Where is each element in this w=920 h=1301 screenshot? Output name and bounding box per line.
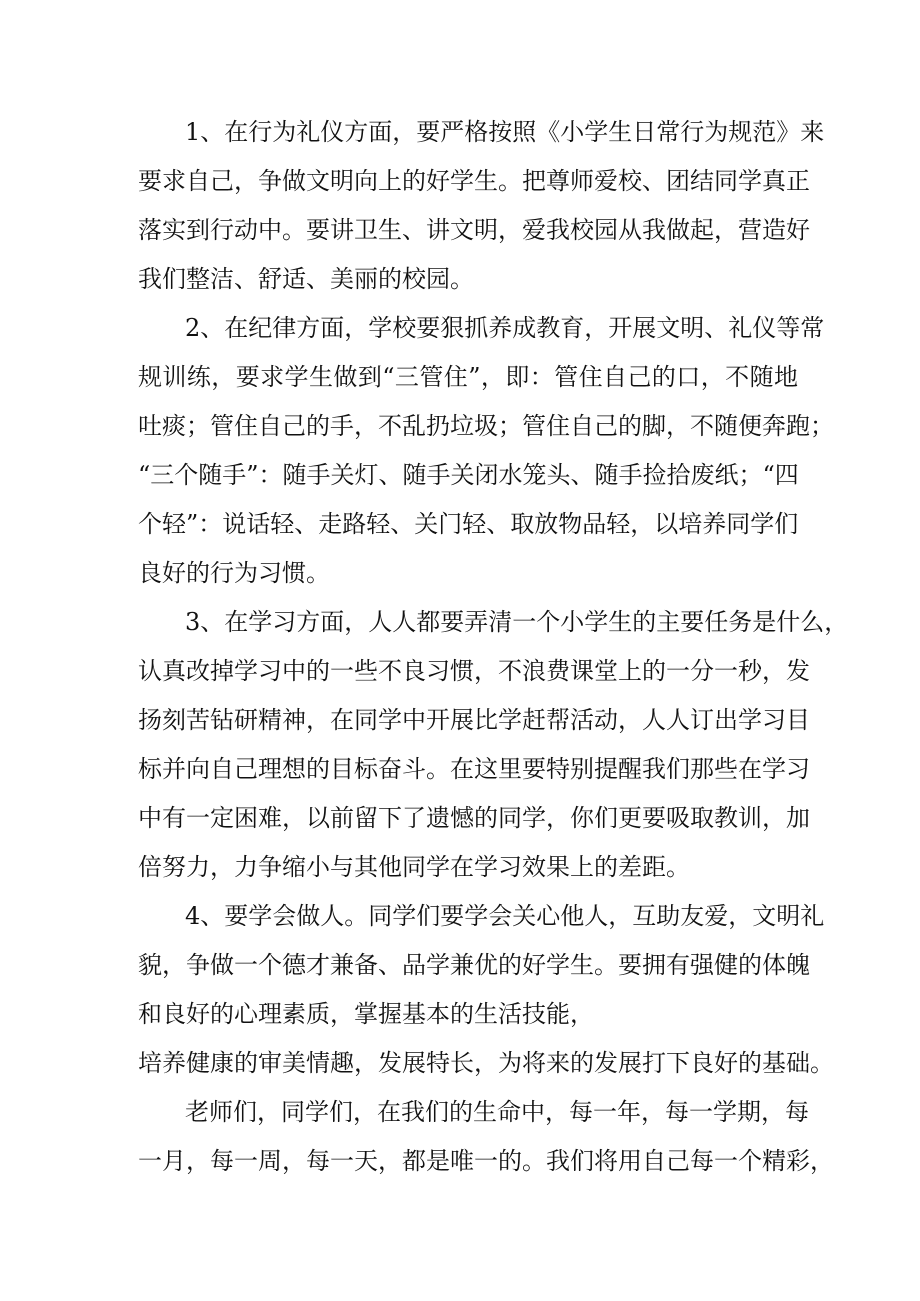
paragraph-3-line-4: 标并向自己理想的目标奋斗。在这里要特别提醒我们那些在学习	[138, 755, 810, 783]
paragraph-3-line-3: 扬刻苦钻研精神，在同学中开展比学赶帮活动，人人订出学习目	[138, 706, 810, 734]
paragraph-4-line-1: 4、要学会做人。同学们要学会关心他人，互助友爱，文明礼	[185, 902, 825, 930]
paragraph-2-line-5: 个轻”：说话轻、走路轻、关门轻、取放物品轻，以培养同学们	[138, 510, 799, 538]
paragraph-1-line-2: 要求自己，争做文明向上的好学生。把尊师爱校、团结同学真正	[138, 167, 810, 195]
paragraph-3-line-2: 认真改掉学习中的一些不良习惯，不浪费课堂上的一分一秒，发	[138, 657, 810, 685]
paragraph-4-line-4: 培养健康的审美情趣，发展特长，为将来的发展打下良好的基础。	[138, 1049, 834, 1077]
paragraph-5-line-1: 老师们，同学们，在我们的生命中，每一年，每一学期，每	[185, 1098, 809, 1126]
paragraph-1-line-3: 落实到行动中。要讲卫生、讲文明，爱我校园从我做起，营造好	[138, 216, 810, 244]
paragraph-3-line-5: 中有一定困难，以前留下了遗憾的同学，你们更要吸取教训，加	[138, 804, 810, 832]
paragraph-4-line-3: 和良好的心理素质，掌握基本的生活技能，	[138, 1000, 594, 1028]
paragraph-3-line-1: 3、在学习方面，人人都要弄清一个小学生的主要任务是什么，	[185, 608, 849, 636]
paragraph-1-line-1: 1、在行为礼仪方面，要严格按照《小学生日常行为规范》来	[185, 118, 825, 146]
paragraph-2-line-6: 良好的行为习惯。	[138, 559, 330, 587]
paragraph-2-line-4: “三个随手”：随手关灯、随手关闭水笼头、随手捡拾废纸；“四	[138, 461, 799, 489]
paragraph-5-line-2: 一月，每一周，每一天，都是唯一的。我们将用自己每一个精彩，	[138, 1147, 834, 1175]
paragraph-2-line-2: 规训练，要求学生做到“三管住”，即：管住自己的口，不随地	[138, 363, 798, 391]
paragraph-2-line-1: 2、在纪律方面，学校要狠抓养成教育，开展文明、礼仪等常	[185, 314, 825, 342]
paragraph-3-line-6: 倍努力，力争缩小与其他同学在学习效果上的差距。	[138, 853, 690, 881]
paragraph-1-line-4: 我们整洁、舒适、美丽的校园。	[138, 265, 474, 293]
paragraph-2-line-3: 吐痰；管住自己的手，不乱扔垃圾；管住自己的脚，不随便奔跑；	[138, 412, 834, 440]
paragraph-4-line-2: 貌，争做一个德才兼备、品学兼优的好学生。要拥有强健的体魄	[138, 951, 810, 979]
